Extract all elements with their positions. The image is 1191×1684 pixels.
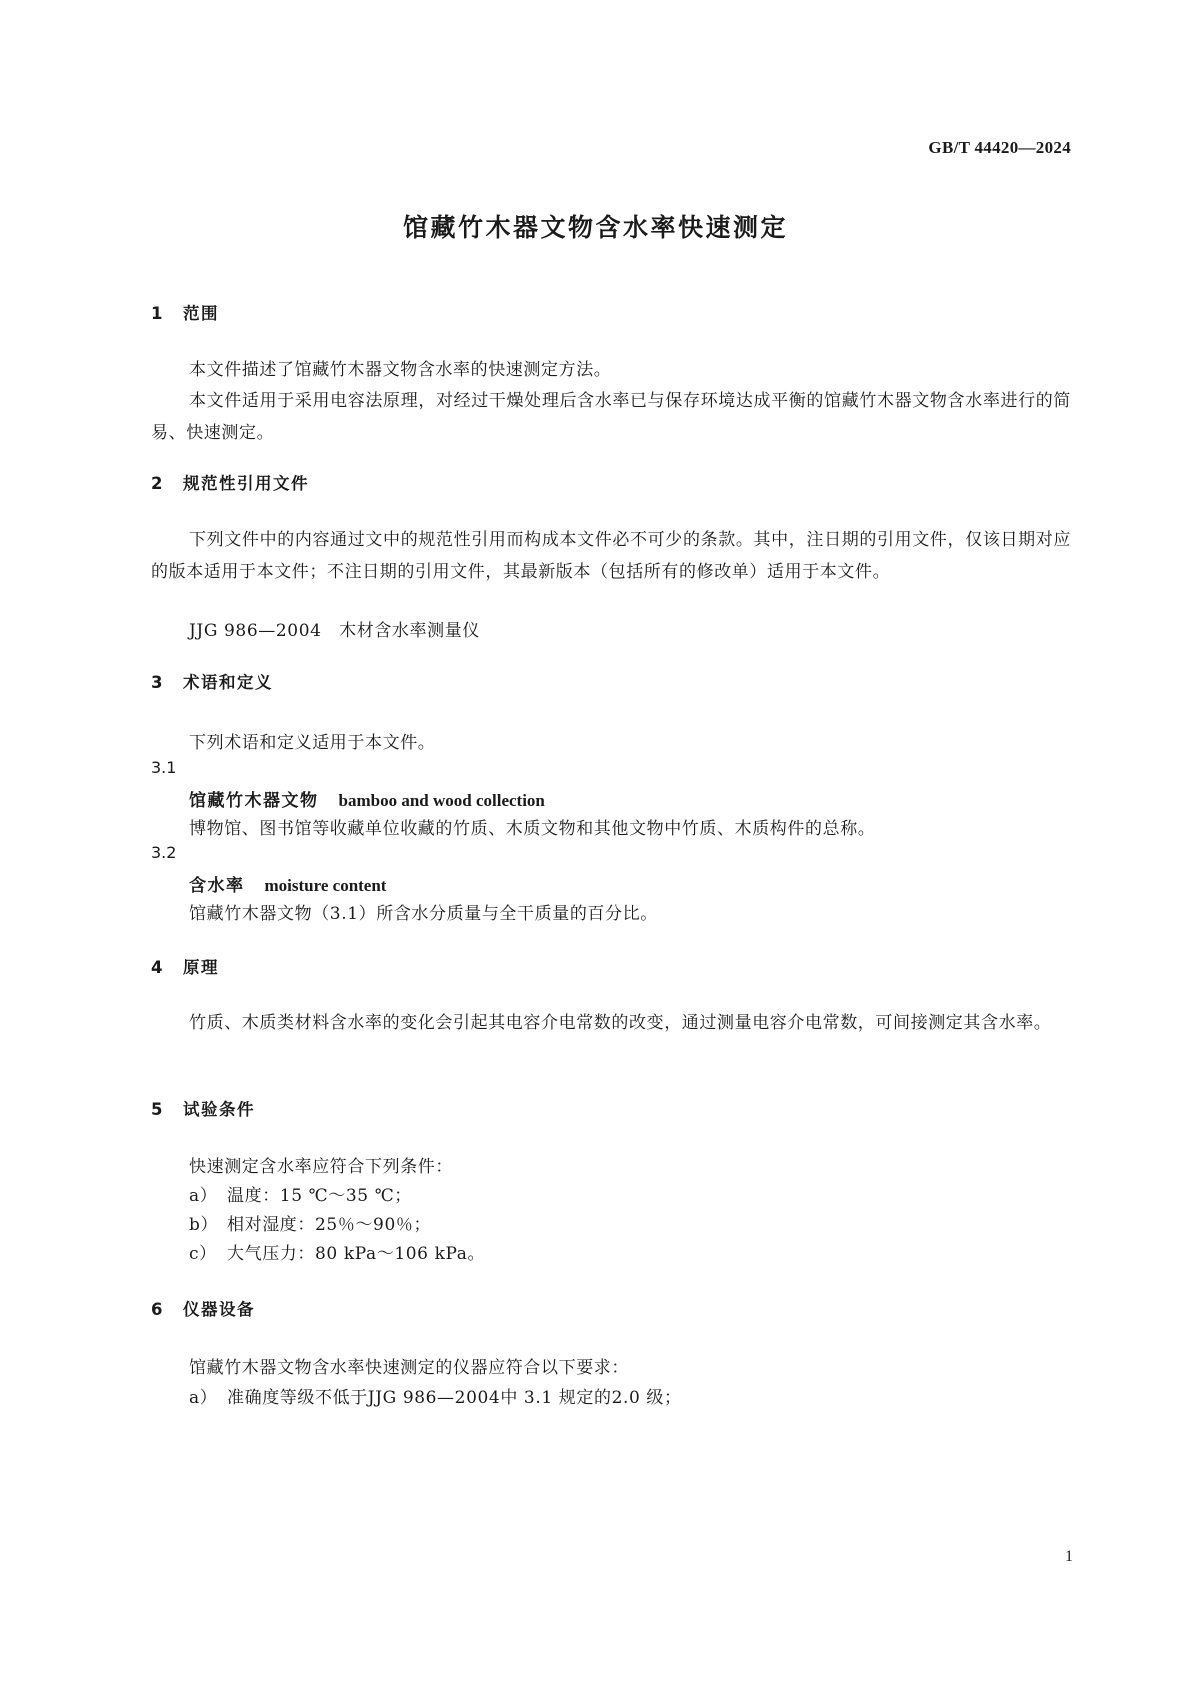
- term-definition: 博物馆、图书馆等收藏单位收藏的竹质、木质文物和其他文物中竹质、木质构件的总称。: [189, 819, 876, 839]
- term-en: bamboo and wood collection: [338, 791, 545, 810]
- term-zh: 馆藏竹木器文物: [189, 791, 319, 811]
- section-heading-principle: [151, 954, 219, 978]
- list-item: [189, 1210, 431, 1235]
- section-heading-test-conditions: [151, 1096, 255, 1120]
- section-number: 5: [151, 1100, 164, 1119]
- list-item: [189, 1383, 682, 1408]
- term-heading: [189, 871, 386, 896]
- term-number: 3.2: [151, 843, 177, 862]
- paragraph: 馆藏竹木器文物含水率快速测定的仪器应符合以下要求：: [189, 1358, 629, 1378]
- section-number: 1: [151, 304, 164, 323]
- reference-entry: JJG 986—2004 木材含水率测量仪: [189, 621, 480, 641]
- list-marker: a）: [189, 1388, 218, 1408]
- paragraph: 本文件适用于采用电容法原理，对经过干燥处理后含水率已与保存环境达成平衡的馆藏竹木器文物含水率进行的简易、快速测定。: [151, 391, 1071, 443]
- standard-code: GB/T 44420—2024: [928, 138, 1071, 157]
- term-en: moisture content: [264, 876, 387, 895]
- list-item: [189, 1181, 412, 1206]
- paragraph: 下列文件中的内容通过文中的规范性引用而构成本文件必不可少的条款。其中，注日期的引用文件，仅该日期对应的版本适用于本文件；不注日期的引用文件，其最新版本（包括所有的修改单）适用于本文件。: [151, 530, 1071, 582]
- section-title: 术语和定义: [183, 673, 273, 692]
- document-title: 馆藏竹木器文物含水率快速测定: [402, 213, 788, 242]
- section-number: 2: [151, 474, 164, 493]
- section-title: 范围: [183, 304, 219, 323]
- paragraph: 本文件描述了馆藏竹木器文物含水率的快速测定方法。: [189, 360, 612, 380]
- term-definition: 馆藏竹木器文物（3.1）所含水分质量与全干质量的百分比。: [189, 904, 658, 924]
- paragraph: 快速测定含水率应符合下列条件：: [189, 1157, 453, 1177]
- list-marker: b）: [189, 1215, 219, 1235]
- section-title: 试验条件: [183, 1100, 255, 1119]
- section-title: 规范性引用文件: [183, 474, 309, 493]
- list-text: 准确度等级不低于JJG 986—2004中 3.1 规定的2.0 级；: [227, 1388, 682, 1408]
- list-text: 大气压力：80 kPa～106 kPa。: [227, 1244, 486, 1264]
- term-heading: [189, 786, 545, 811]
- list-marker: a）: [189, 1186, 218, 1206]
- section-title: 仪器设备: [183, 1300, 255, 1319]
- section-heading-scope: [151, 300, 219, 324]
- list-text: 相对湿度：25％～90％；: [227, 1215, 432, 1235]
- section-heading-normative-references: [151, 470, 309, 494]
- list-text: 温度：15 ℃～35 ℃；: [227, 1186, 412, 1206]
- page-number: 1: [1065, 1548, 1073, 1565]
- section-number: 6: [151, 1300, 164, 1319]
- section-number: 4: [151, 958, 164, 977]
- section-title: 原理: [183, 958, 219, 977]
- section-heading-instruments: [151, 1296, 255, 1320]
- term-zh: 含水率: [189, 876, 245, 896]
- paragraph: 下列术语和定义适用于本文件。: [189, 733, 436, 753]
- term-number: 3.1: [151, 758, 177, 777]
- paragraph: 竹质、木质类材料含水率的变化会引起其电容介电常数的改变，通过测量电容介电常数，可间接测定其含水率。: [189, 1013, 1052, 1033]
- list-item: [189, 1239, 485, 1264]
- section-number: 3: [151, 673, 164, 692]
- list-marker: c）: [189, 1244, 217, 1264]
- section-heading-terms: [151, 669, 273, 693]
